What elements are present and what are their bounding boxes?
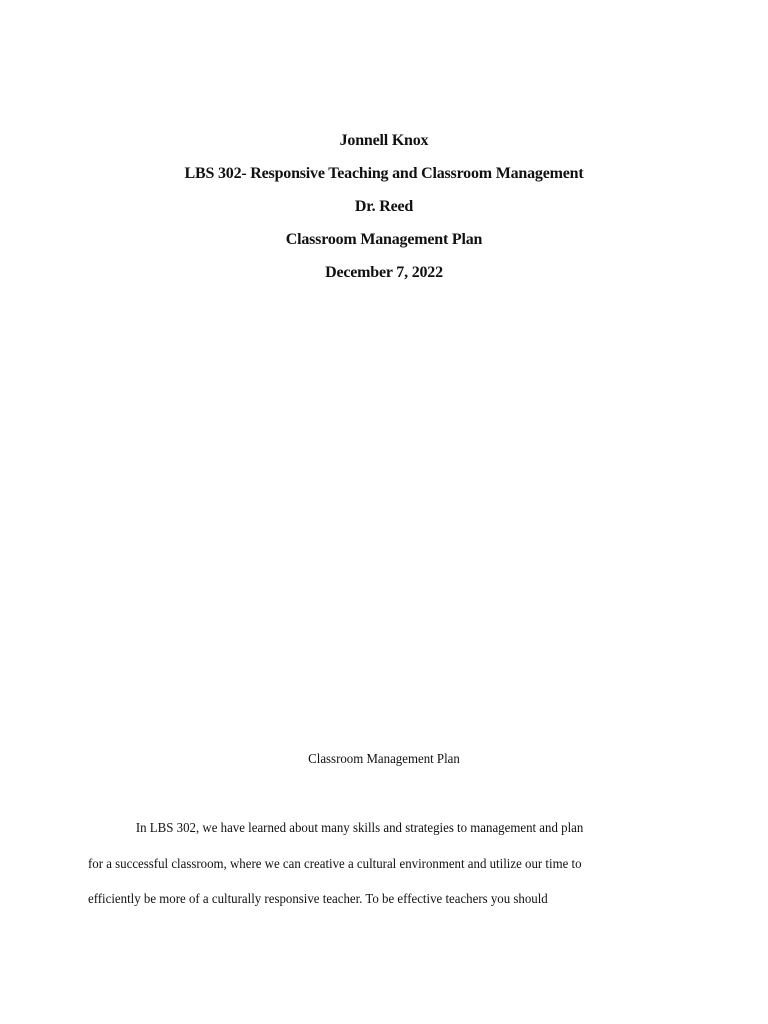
paragraph-line: efficiently be more of a culturally responsive teacher. To be effective teachers you should [88, 892, 548, 907]
paragraph-line: for a successful classroom, where we can creative a cultural environment and utilize our time to [88, 856, 582, 872]
paper-title: Classroom Management Plan [285, 231, 483, 248]
course-title: LBS 302- Responsive Teaching and Classroom Management [184, 165, 584, 182]
author-name: Jonnell Knox [339, 132, 429, 149]
paragraph-line: In LBS 302, we have learned about many skills and strategies to management and plan [135, 821, 584, 836]
title-page-block [0, 124, 768, 289]
instructor-name: Dr. Reed [354, 198, 414, 215]
body-paragraph [88, 811, 680, 918]
body-heading: Classroom Management Plan [308, 752, 460, 767]
paper-date: December 7, 2022 [325, 264, 443, 281]
